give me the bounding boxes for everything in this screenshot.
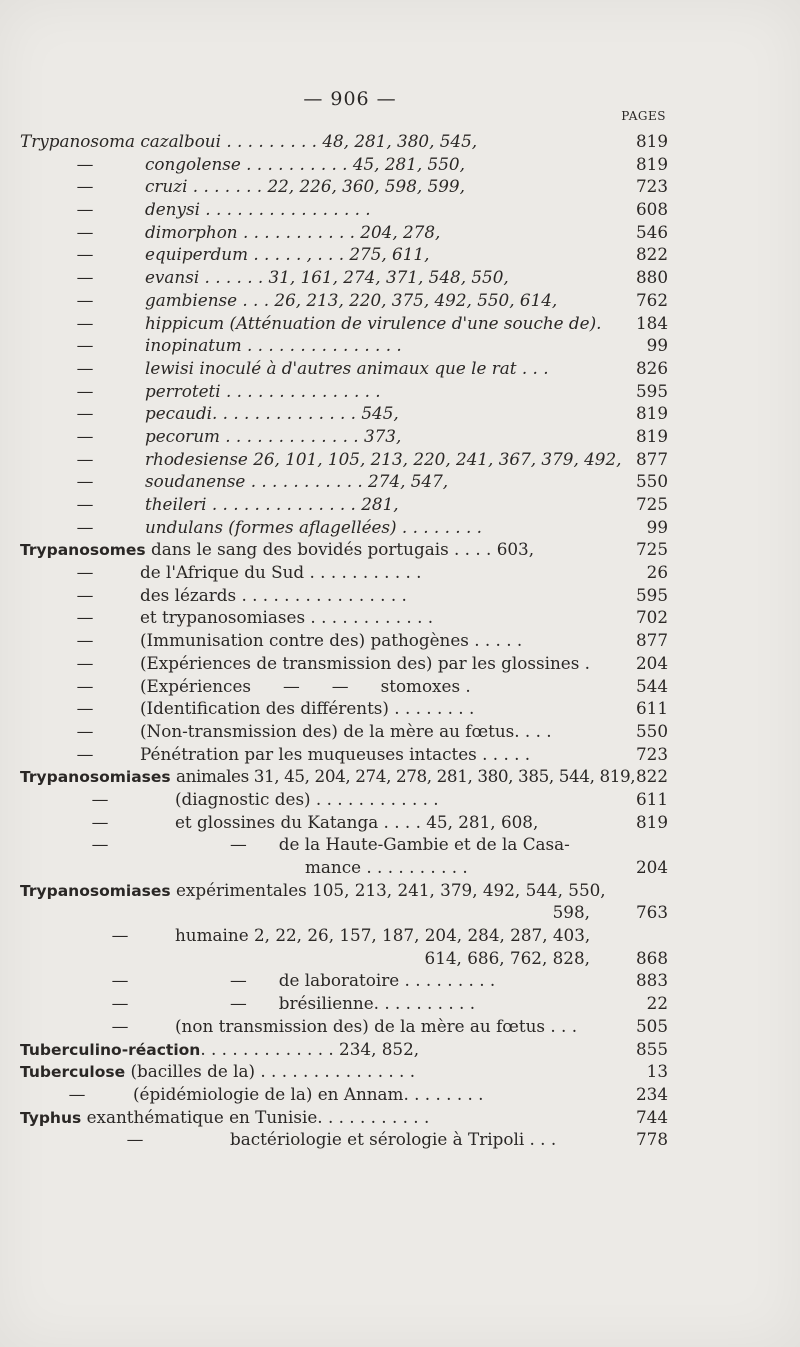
pages-column-label: PAGES — [621, 109, 666, 123]
index-entry — [0, 969, 800, 992]
index-entry — [0, 697, 800, 720]
index-entry — [0, 1060, 800, 1083]
index-entry — [0, 538, 800, 561]
entry-text: Pénétration par les muqueuses intactes . . . . . — [140, 743, 531, 764]
entry-dash: — — [76, 267, 94, 288]
entry-dash: — — [76, 357, 94, 378]
entry-dash: — — [76, 312, 94, 333]
entry-page: 819 — [635, 153, 668, 174]
entry-text: perroteti . . . . . . . . . . . . . . . — [145, 380, 381, 401]
entry-dash: — — [76, 153, 94, 174]
entry-dash: — — [68, 1083, 86, 1104]
entry-dash: — — [126, 1129, 144, 1150]
entry-page: 505 — [635, 1015, 668, 1036]
entry-page: 99 — [646, 335, 668, 356]
index-entry — [0, 652, 800, 675]
entry-text: dimorphon . . . . . . . . . . . 204, 278, — [145, 221, 441, 242]
index-entry — [0, 175, 800, 198]
index-entry — [0, 833, 800, 856]
entry-dash: — — [76, 244, 94, 265]
entry-text: des lézards . . . . . . . . . . . . . . . . — [140, 584, 407, 605]
entry-heading: Trypanosomes — [20, 541, 146, 560]
index-entry — [0, 765, 800, 788]
entry-text: denysi . . . . . . . . . . . . . . . . — [145, 199, 371, 220]
entry-text: humaine 2, 22, 26, 157, 187, 204, 284, 287, 403, — [175, 925, 591, 946]
index-entry — [0, 289, 800, 312]
index-entry — [0, 856, 800, 879]
entry-text: et trypanosomiases . . . . . . . . . . . . — [140, 607, 434, 628]
entry-dash: — — [76, 630, 94, 651]
index-entry — [0, 221, 800, 244]
entry-text: animales 31, 45, 204, 274, 278, 281, 380, 385, 544, 819, — [175, 766, 636, 787]
index-entry — [0, 788, 800, 811]
index-entry — [0, 243, 800, 266]
entry-page: 204 — [635, 857, 668, 877]
entry-text: (épidémiologie de la) en Annam. . . . . . . . — [133, 1083, 484, 1104]
entry-page: 819 — [635, 131, 668, 151]
index-entry — [0, 448, 800, 471]
index-entry — [0, 425, 800, 448]
index-entry — [0, 720, 800, 743]
index-entry — [0, 493, 800, 516]
entry-text: exanthématique en Tunisie. . . . . . . . . . . — [86, 1106, 430, 1127]
entry-text: de l'Afrique du Sud . . . . . . . . . . . — [140, 562, 422, 583]
index-entry — [0, 357, 800, 380]
entry-text: gambiense . . . 26, 213, 220, 375, 492, 550, 614, — [145, 289, 558, 310]
entry-text: (Immunisation contre des) pathogènes . . . . . — [140, 630, 523, 651]
index-entry — [0, 1038, 800, 1061]
index-entry — [0, 811, 800, 834]
entry-dash: — — [76, 494, 94, 514]
entry-dash: — — [76, 199, 94, 220]
entry-text: (non transmission des) de la mère au fœtus . . . — [175, 1015, 578, 1036]
entry-page: 13 — [646, 1061, 668, 1082]
entry-dash: — — [76, 516, 94, 537]
entry-page: 883 — [635, 970, 668, 991]
entry-text: — brésilienne. . . . . . . . . . — [230, 993, 476, 1014]
entry-page: 723 — [635, 743, 668, 764]
entry-text: lewisi inoculé à d'autres animaux que le rat . . . — [145, 357, 549, 378]
entry-text: inopinatum . . . . . . . . . . . . . . . — [145, 335, 402, 356]
entry-page: 550 — [635, 471, 668, 492]
entry-dash: — — [76, 403, 94, 424]
index-entry — [0, 516, 800, 539]
entry-text: (Non-transmission des) de la mère au fœtus. . . . — [140, 720, 552, 741]
entry-dash: — — [76, 425, 94, 446]
entry-page: 826 — [635, 357, 668, 378]
entry-text: (Expériences de transmission des) par les glossines . — [140, 652, 590, 673]
entry-dash: — — [76, 221, 94, 242]
entry-page: 868 — [635, 947, 668, 968]
entry-dash: — — [76, 743, 94, 764]
entry-dash: — — [111, 970, 129, 991]
index-entry — [0, 1083, 800, 1106]
entry-page: 763 — [635, 902, 668, 923]
entry-dash: — — [76, 471, 94, 492]
entry-dash: — — [76, 720, 94, 741]
entry-text: (Identification des différents) . . . . . . . . — [140, 698, 475, 719]
entry-dash: — — [76, 652, 94, 673]
entry-text: — de laboratoire . . . . . . . . . — [230, 970, 496, 991]
entry-page: 608 — [635, 199, 668, 220]
entry-text: pecaudi. . . . . . . . . . . . . . 545, — [145, 403, 399, 424]
entry-text: et glossines du Katanga . . . . 45, 281, 608, — [175, 811, 539, 832]
entry-text: evansi . . . . . . 31, 161, 274, 371, 548, 550, — [145, 267, 509, 288]
entry-page: 595 — [635, 380, 668, 401]
entry-text: cazalboui . . . . . . . . . 48, 281, 380, 545, — [140, 131, 478, 151]
entry-page: 855 — [635, 1038, 668, 1059]
entry-page: 234 — [635, 1083, 668, 1104]
entry-page: 204 — [635, 652, 668, 673]
index-entry — [0, 606, 800, 629]
entry-page: 99 — [646, 516, 668, 537]
entry-page: 611 — [635, 788, 668, 809]
index-entry — [0, 924, 800, 947]
entry-text: cruzi . . . . . . . 22, 226, 360, 598, 599, — [145, 176, 465, 197]
entry-text: 614, 686, 762, 828, — [424, 947, 590, 968]
entry-text: (diagnostic des) . . . . . . . . . . . . — [175, 788, 439, 809]
entry-page: 595 — [635, 584, 668, 605]
entry-page: 611 — [635, 698, 668, 719]
index-entry — [0, 1015, 800, 1038]
index-entry — [0, 879, 800, 902]
entry-heading: Trypanosoma — [20, 131, 135, 151]
entry-dash: — — [76, 607, 94, 628]
entry-text: 598, — [552, 902, 590, 923]
entry-page: 723 — [635, 176, 668, 197]
entry-text: congolense . . . . . . . . . . 45, 281, 550, — [145, 153, 465, 174]
entry-page: 550 — [635, 720, 668, 741]
index-entry — [0, 130, 800, 153]
entry-text: (Expériences — — stomoxes . — [140, 675, 471, 696]
entry-text: expérimentales 105, 213, 241, 379, 492, 544, 550, — [175, 879, 606, 900]
page-number: — 906 — — [303, 88, 397, 110]
index-entry — [0, 992, 800, 1015]
entry-dash: — — [76, 289, 94, 310]
index-entry — [0, 1128, 800, 1151]
index-entry — [0, 901, 800, 924]
entry-page: 744 — [635, 1106, 668, 1127]
entry-text: bactériologie et sérologie à Tripoli . . . — [230, 1129, 557, 1150]
entry-dash: — — [111, 1015, 129, 1036]
index-entry — [0, 153, 800, 176]
entry-dash: — — [76, 335, 94, 356]
entry-text: pecorum . . . . . . . . . . . . . 373, — [145, 425, 402, 446]
entry-page: 822 — [635, 766, 668, 787]
entry-page: 184 — [635, 312, 668, 333]
index-entry — [0, 334, 800, 357]
index-entry — [0, 561, 800, 584]
entry-page: 822 — [635, 244, 668, 265]
entry-page: 877 — [635, 630, 668, 651]
entry-text: — de la Haute-Gambie et de la Casa- — [230, 834, 570, 855]
entry-dash: — — [76, 562, 94, 583]
entry-dash: — — [76, 380, 94, 401]
entry-text: (bacilles de la) . . . . . . . . . . . . . . . — [130, 1061, 416, 1082]
entry-page: 819 — [635, 425, 668, 446]
entry-dash: — — [111, 993, 129, 1014]
entry-heading: Trypanosomiases — [20, 881, 171, 900]
entry-dash: — — [76, 675, 94, 696]
entry-page: 725 — [635, 539, 668, 560]
index-entry — [0, 675, 800, 698]
entry-page: 544 — [635, 675, 668, 696]
entry-page: 22 — [646, 993, 668, 1014]
entry-heading: Typhus — [20, 1108, 82, 1127]
index-entry — [0, 266, 800, 289]
index-entry — [0, 312, 800, 335]
entry-page: 26 — [646, 562, 668, 583]
entry-text: undulans (formes aflagellées) . . . . . . . . — [145, 516, 482, 537]
entry-text: soudanense . . . . . . . . . . . 274, 547, — [145, 471, 449, 492]
index-entry — [0, 198, 800, 221]
entry-dash: — — [76, 698, 94, 719]
entry-heading: Trypanosomiases — [20, 768, 171, 787]
entry-page: 762 — [635, 289, 668, 310]
entry-dash: — — [91, 811, 109, 832]
entry-text: dans le sang des bovidés portugais . . . . 603, — [150, 539, 535, 560]
entry-dash: — — [91, 834, 109, 855]
entry-text: equiperdum . . . . . , . . . 275, 611, — [145, 244, 430, 265]
entry-dash: — — [91, 788, 109, 809]
index-entries — [0, 130, 800, 1151]
entry-dash: — — [76, 584, 94, 605]
entry-heading: Tuberculino-réaction — [20, 1040, 201, 1059]
entry-page: 546 — [635, 221, 668, 242]
index-entry — [0, 947, 800, 970]
entry-text: . . . . . . . . . . . . . 234, 852, — [200, 1038, 420, 1059]
entry-page: 778 — [635, 1129, 668, 1150]
entry-page: 819 — [635, 403, 668, 424]
entry-dash: — — [111, 925, 129, 946]
entry-page: 725 — [635, 494, 668, 514]
entry-page: 702 — [635, 607, 668, 628]
entry-page: 880 — [635, 267, 668, 288]
entry-text: hippicum (Atténuation de virulence d'une souche de). — [145, 312, 602, 333]
entry-text: theileri . . . . . . . . . . . . . . 281, — [145, 494, 399, 514]
entry-heading: Tuberculose — [20, 1063, 126, 1082]
entry-page: 819 — [635, 811, 668, 832]
index-entry — [0, 584, 800, 607]
entry-page: 877 — [635, 448, 668, 469]
index-entry — [0, 380, 800, 403]
index-entry — [0, 402, 800, 425]
entry-dash: — — [76, 176, 94, 197]
index-entry — [0, 629, 800, 652]
entry-text: rhodesiense 26, 101, 105, 213, 220, 241, 367, 379, 492, — [145, 448, 622, 469]
entry-dash: — — [76, 448, 94, 469]
entry-text: mance . . . . . . . . . . — [305, 857, 468, 877]
index-entry — [0, 470, 800, 493]
index-entry — [0, 743, 800, 766]
index-entry — [0, 1106, 800, 1129]
